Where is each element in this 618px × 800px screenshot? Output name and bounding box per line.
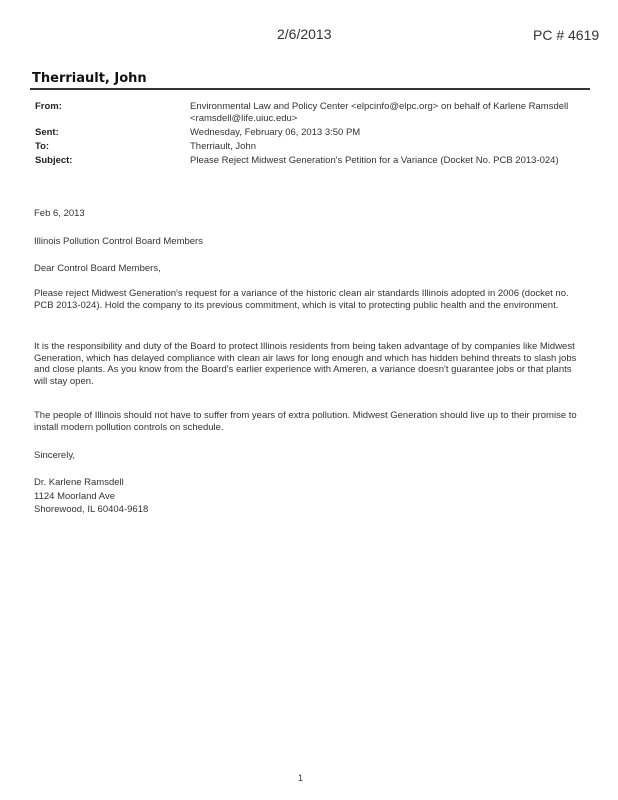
to-label: To: [35,141,50,152]
signature-name: Dr. Karlene Ramsdell [34,477,124,488]
sent-value: Wednesday, February 06, 2013 3:50 PM [190,127,361,138]
letter-greeting: Dear Control Board Members, [34,263,161,274]
stamp-date: 2/6/2013 [277,26,332,42]
sent-label: Sent: [35,127,59,138]
header-divider [30,88,590,90]
from-label: From: [35,101,62,112]
subject-value: Please Reject Midwest Generation's Petition for a Variance (Docket No. PCB 2013-024) [190,155,559,166]
from-value: Environmental Law and Policy Center <elpcinfo@elpc.org> on behalf of Karlene Ramsdell <ramsdell@life.uiuc.edu> [190,101,569,124]
page-number: 1 [298,773,304,783]
pc-number: PC # 4619 [533,27,600,43]
letter-date: Feb 6, 2013 [34,208,85,219]
paragraph-3: The people of Illinois should not have to suffer from years of extra pollution. Midwest Generation should live up to their promise to install modern pollution controls on schedule. [34,410,577,433]
paragraph-2: It is the responsibility and duty of the Board to protect Illinois residents from being taken advantage of by companies like Midwest Generation, which has delayed compliance with clean air laws for long enough and which has hidden behind threats to slash jobs and close plants. As you know from the Board's earlier experience with Ameren, a variance doesn't guarantee jobs or that plants will stay open. [34,341,577,387]
paragraph-1: Please reject Midwest Generation's request for a variance of the historic clean air standards Illinois adopted in 2006 (docket no. PCB 2013-024). Hold the company to its previous commitment, which is vital to protecting public health and the environment. [34,288,569,311]
closing: Sincerely, [34,450,76,461]
signature-street: 1124 Moorland Ave [34,491,115,502]
subject-label: Subject: [35,155,73,166]
signature-city: Shorewood, IL 60404-9618 [34,504,149,515]
to-value: Therriault, John [190,141,257,152]
letter-addressee: Illinois Pollution Control Board Members [34,236,203,247]
recipient-name: Therriault, John [32,71,147,86]
